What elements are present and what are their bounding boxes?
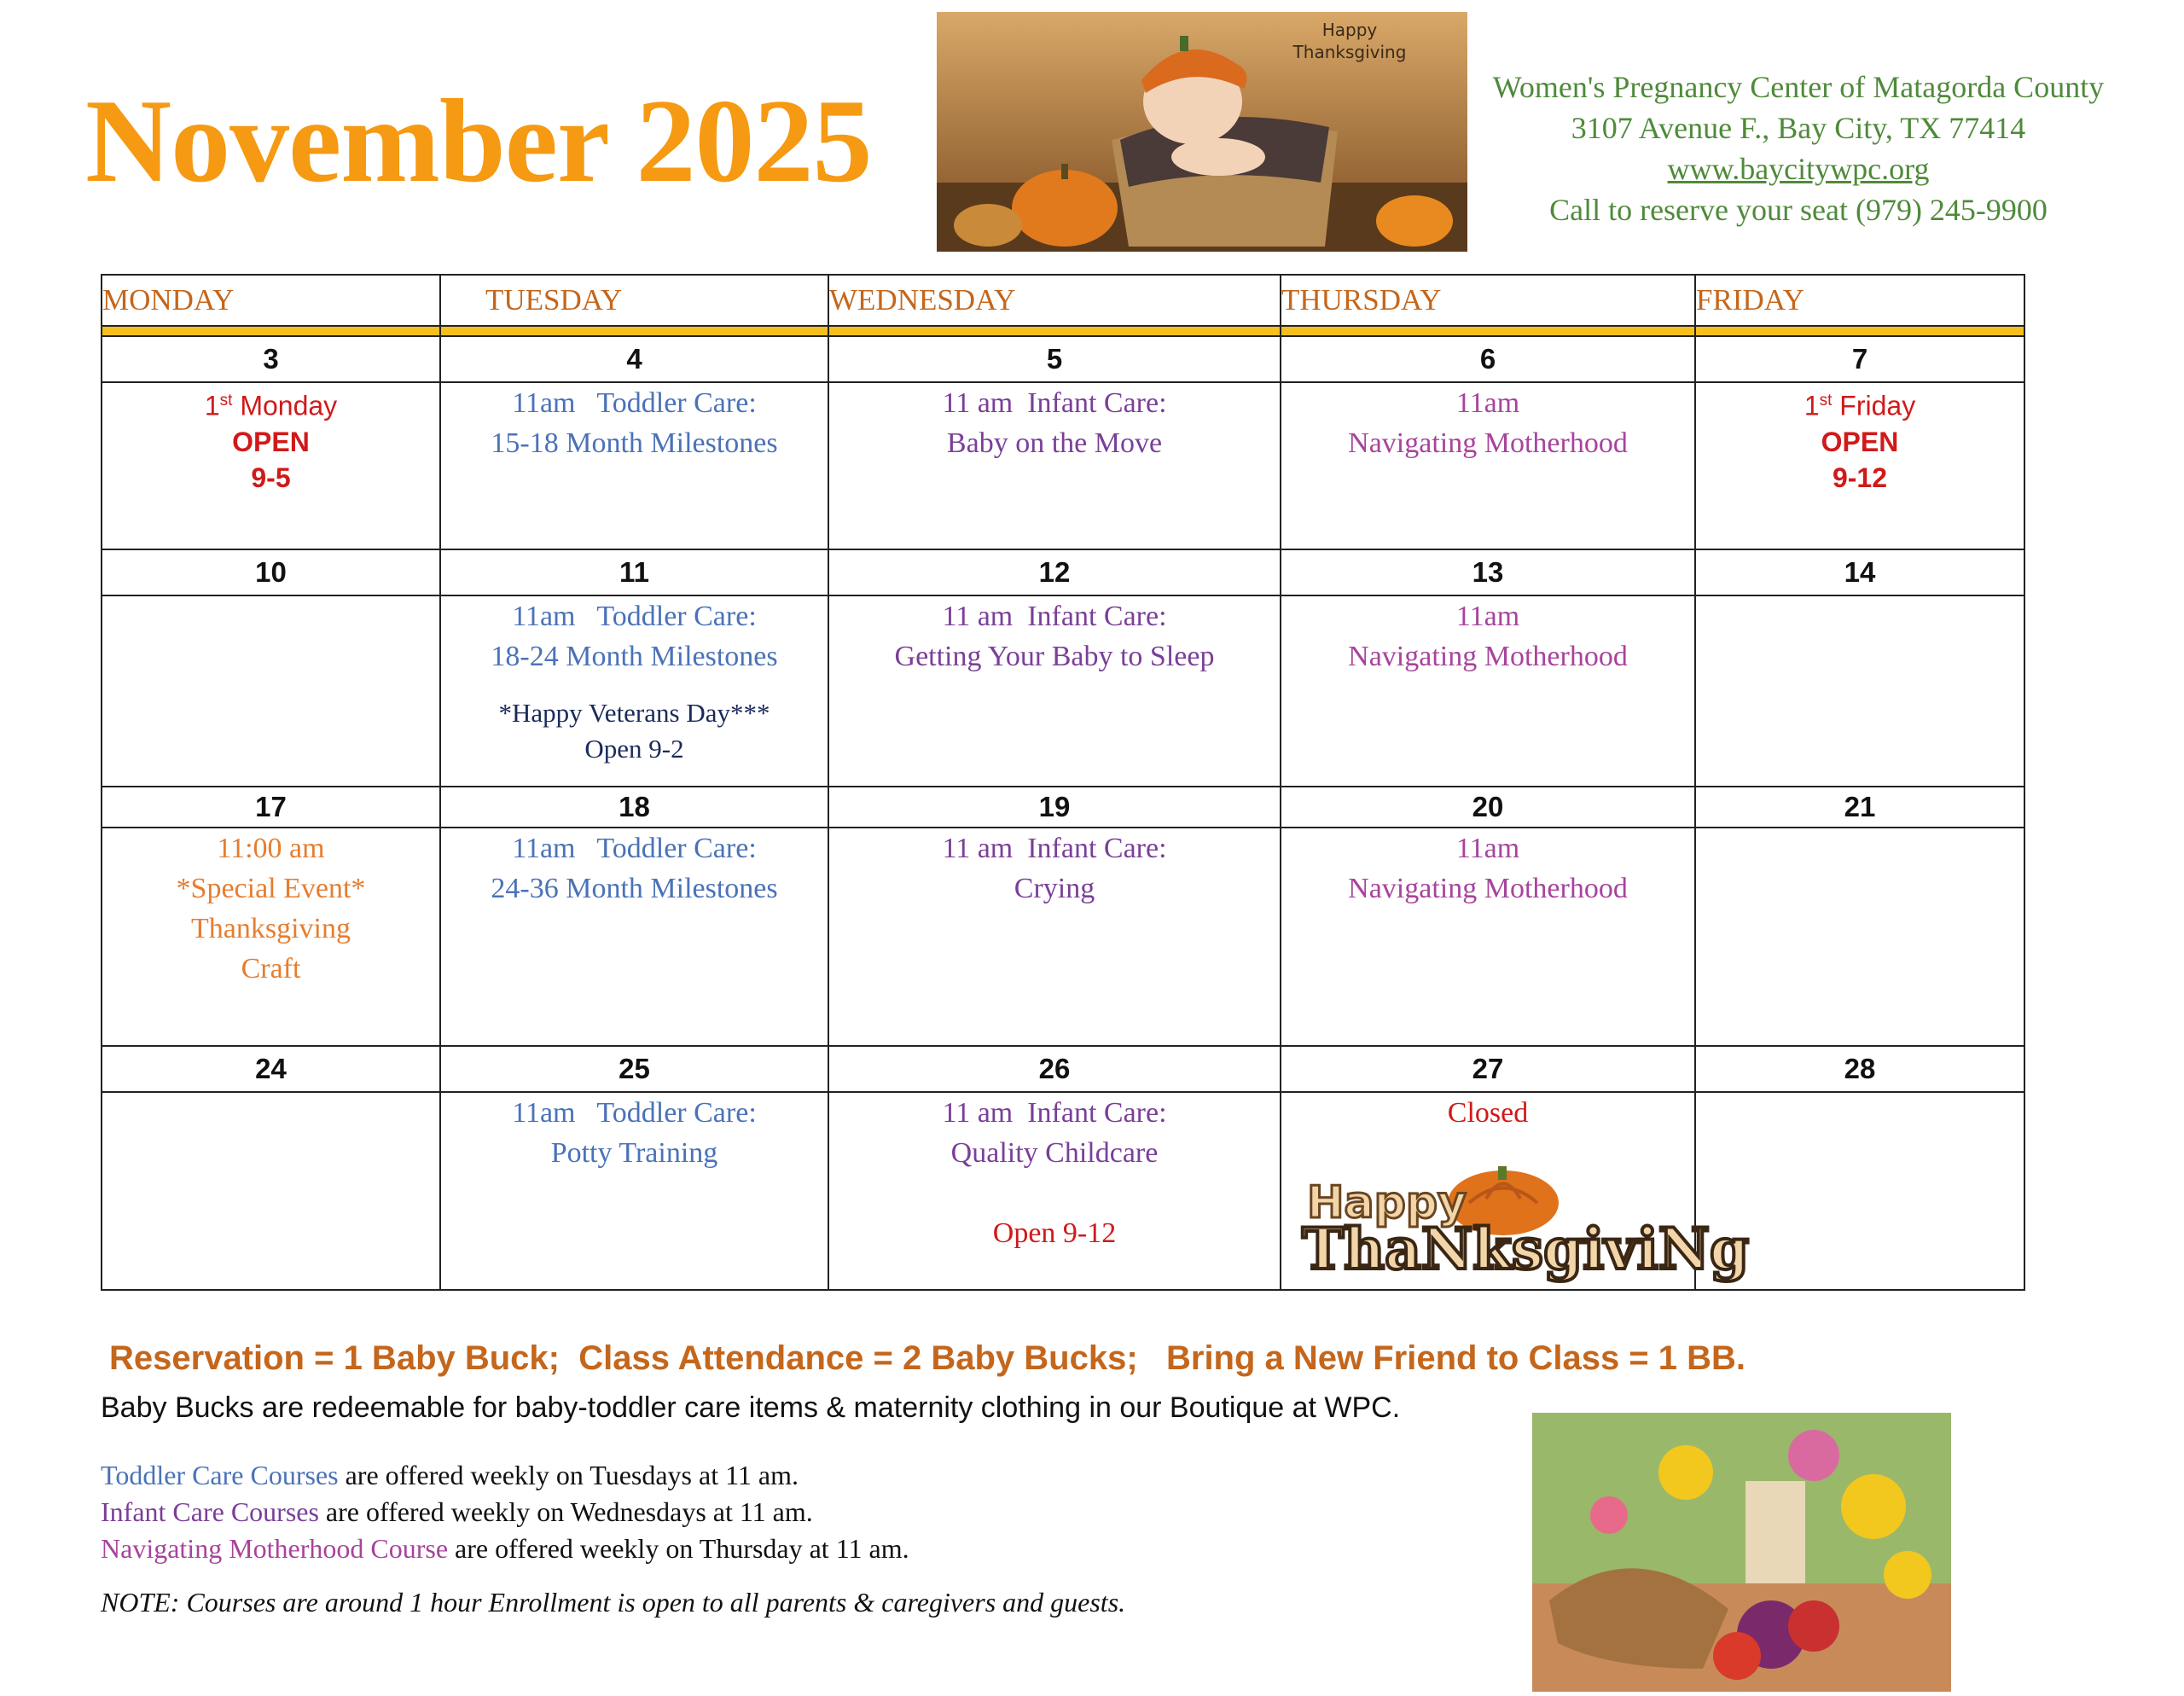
class-time: 11 am Infant Care:	[942, 387, 1167, 419]
class-topic: Crying	[1014, 873, 1095, 904]
infant-care-class[interactable]	[828, 382, 1281, 549]
class-time: 11am Toddler Care:	[512, 601, 757, 632]
happy-thanksgiving-logo	[1290, 1165, 1750, 1288]
class-time: 11am Toddler Care:	[512, 833, 757, 864]
class-topic: Getting Your Baby to Sleep	[894, 641, 1215, 672]
infant-care-class[interactable]	[828, 828, 1281, 1046]
event-title: Craft	[241, 953, 301, 984]
date-number: 17	[102, 787, 440, 828]
closed-label: Closed	[1447, 1097, 1529, 1129]
event-label: *Special Event*	[176, 873, 366, 904]
date-number: 26	[828, 1046, 1281, 1092]
course-note: NOTE: Courses are around 1 hour Enrollment is open to all parents & caregivers and guests.	[101, 1587, 1126, 1618]
calendar-grid	[101, 274, 2025, 1291]
day-header-friday: FRIDAY	[1695, 275, 2024, 326]
week-3-dates	[102, 787, 2024, 828]
motherhood-course-label: Navigating Motherhood Course	[101, 1533, 449, 1564]
svg-text:Happy: Happy	[1307, 1177, 1467, 1228]
toddler-care-class[interactable]	[440, 828, 828, 1046]
infant-care-class[interactable]	[828, 1092, 1281, 1290]
toddler-care-class[interactable]	[440, 595, 828, 787]
date-number: 10	[102, 549, 440, 595]
week-2-dates	[102, 549, 2024, 595]
class-topic: 18-24 Month Milestones	[491, 641, 778, 672]
first-friday-label: 1st Friday	[1804, 390, 1916, 421]
class-topic: 24-36 Month Milestones	[491, 873, 778, 904]
date-number: 4	[440, 336, 828, 382]
open-status: OPEN	[1821, 426, 1899, 457]
class-time: 11 am Infant Care:	[942, 1097, 1167, 1129]
week-4-dates	[102, 1046, 2024, 1092]
day-cell	[102, 595, 440, 787]
org-name: Women's Pregnancy Center of Matagorda County	[1492, 70, 2105, 104]
week-2-events	[102, 595, 2024, 787]
navigating-motherhood-class[interactable]	[1281, 595, 1695, 787]
infant-care-class[interactable]	[828, 595, 1281, 787]
day-cell	[102, 1092, 440, 1290]
day-cell	[1695, 382, 2024, 549]
svg-text:ThaNksgiviNg: ThaNksgiviNg	[1302, 1216, 1750, 1282]
open-hours: Open 9-12	[992, 1217, 1117, 1249]
cornucopia-photo	[1532, 1413, 1951, 1692]
date-number: 7	[1695, 336, 2024, 382]
special-event-craft[interactable]	[102, 828, 440, 1046]
class-topic: 15-18 Month Milestones	[491, 427, 778, 459]
toddler-course-info: Toddler Care Courses are offered weekly on Tuesdays at 11 am.	[101, 1460, 799, 1490]
day-cell	[1695, 595, 2024, 787]
class-topic: Navigating Motherhood	[1348, 427, 1628, 459]
event-time: 11:00 am	[217, 833, 325, 864]
toddler-care-class[interactable]	[440, 382, 828, 549]
org-phone: Call to reserve your seat (979) 245-9900	[1549, 193, 2048, 227]
baby-bucks-rules: Reservation = 1 Baby Buck; Class Attendance = 2 Baby Bucks; Bring a New Friend to Class = 1 BB.	[109, 1339, 1746, 1377]
open-hours: 9-12	[1832, 462, 1888, 493]
hero-caption: Happy Thanksgiving	[1292, 20, 1407, 62]
class-topic: Navigating Motherhood	[1348, 641, 1628, 672]
course-schedule	[101, 1457, 909, 1567]
org-address: 3107 Avenue F., Bay City, TX 77414	[1571, 111, 2026, 145]
infant-course-label: Infant Care Courses	[101, 1496, 319, 1527]
open-hours: 9-5	[251, 462, 291, 493]
date-number: 14	[1695, 549, 2024, 595]
date-number: 6	[1281, 336, 1695, 382]
week-3-events	[102, 828, 2024, 1046]
date-number: 3	[102, 336, 440, 382]
toddler-care-class[interactable]	[440, 1092, 828, 1290]
week-1-events	[102, 382, 2024, 549]
class-topic: Baby on the Move	[946, 427, 1163, 459]
date-number: 25	[440, 1046, 828, 1092]
day-cell	[102, 382, 440, 549]
navigating-motherhood-class[interactable]	[1281, 828, 1695, 1046]
open-hours: Open 9-2	[584, 734, 684, 764]
toddler-course-label: Toddler Care Courses	[101, 1460, 339, 1490]
date-number: 11	[440, 549, 828, 595]
date-number: 19	[828, 787, 1281, 828]
baby-pumpkin-photo	[937, 12, 1467, 252]
class-time: 11am Toddler Care:	[512, 1097, 757, 1129]
class-topic: Quality Childcare	[950, 1137, 1159, 1169]
class-time: 11 am Infant Care:	[942, 601, 1167, 632]
day-header-monday: MONDAY	[102, 275, 440, 326]
day-header-tuesday: TUESDAY	[440, 275, 828, 326]
baby-bucks-info: Baby Bucks are redeemable for baby-toddler care items & maternity clothing in our Boutique at WPC.	[101, 1391, 1401, 1424]
date-number: 12	[828, 549, 1281, 595]
day-header-thursday: THURSDAY	[1281, 275, 1695, 326]
gold-divider	[102, 326, 2024, 336]
organization-info	[1474, 67, 2123, 230]
open-status: OPEN	[232, 426, 310, 457]
date-number: 24	[102, 1046, 440, 1092]
date-number: 5	[828, 336, 1281, 382]
date-number: 28	[1695, 1046, 2024, 1092]
day-cell	[1695, 828, 2024, 1046]
class-time: 11am Toddler Care:	[512, 387, 757, 419]
calendar-title: November 2025	[85, 75, 872, 207]
date-number: 13	[1281, 549, 1695, 595]
date-number: 18	[440, 787, 828, 828]
class-time: 11am	[1455, 833, 1520, 864]
week-1-dates	[102, 336, 2024, 382]
event-title: Thanksgiving	[191, 913, 351, 944]
date-number: 20	[1281, 787, 1695, 828]
navigating-motherhood-class[interactable]	[1281, 382, 1695, 549]
class-topic: Potty Training	[550, 1137, 718, 1169]
class-time: 11 am Infant Care:	[942, 833, 1167, 864]
veterans-day-note: *Happy Veterans Day***	[498, 698, 770, 728]
motherhood-course-info: Navigating Motherhood Course are offered weekly on Thursday at 11 am.	[101, 1533, 909, 1564]
infant-course-info: Infant Care Courses are offered weekly on Wednesdays at 11 am.	[101, 1496, 813, 1527]
org-website-link[interactable]: www.baycitywpc.org	[1667, 152, 1930, 186]
day-header-wednesday: WEDNESDAY	[828, 275, 1281, 326]
class-time: 11am	[1455, 387, 1520, 419]
class-time: 11am	[1455, 601, 1520, 632]
date-number: 27	[1281, 1046, 1695, 1092]
date-number: 21	[1695, 787, 2024, 828]
first-monday-label: 1st Monday	[204, 390, 338, 421]
class-topic: Navigating Motherhood	[1348, 873, 1628, 904]
